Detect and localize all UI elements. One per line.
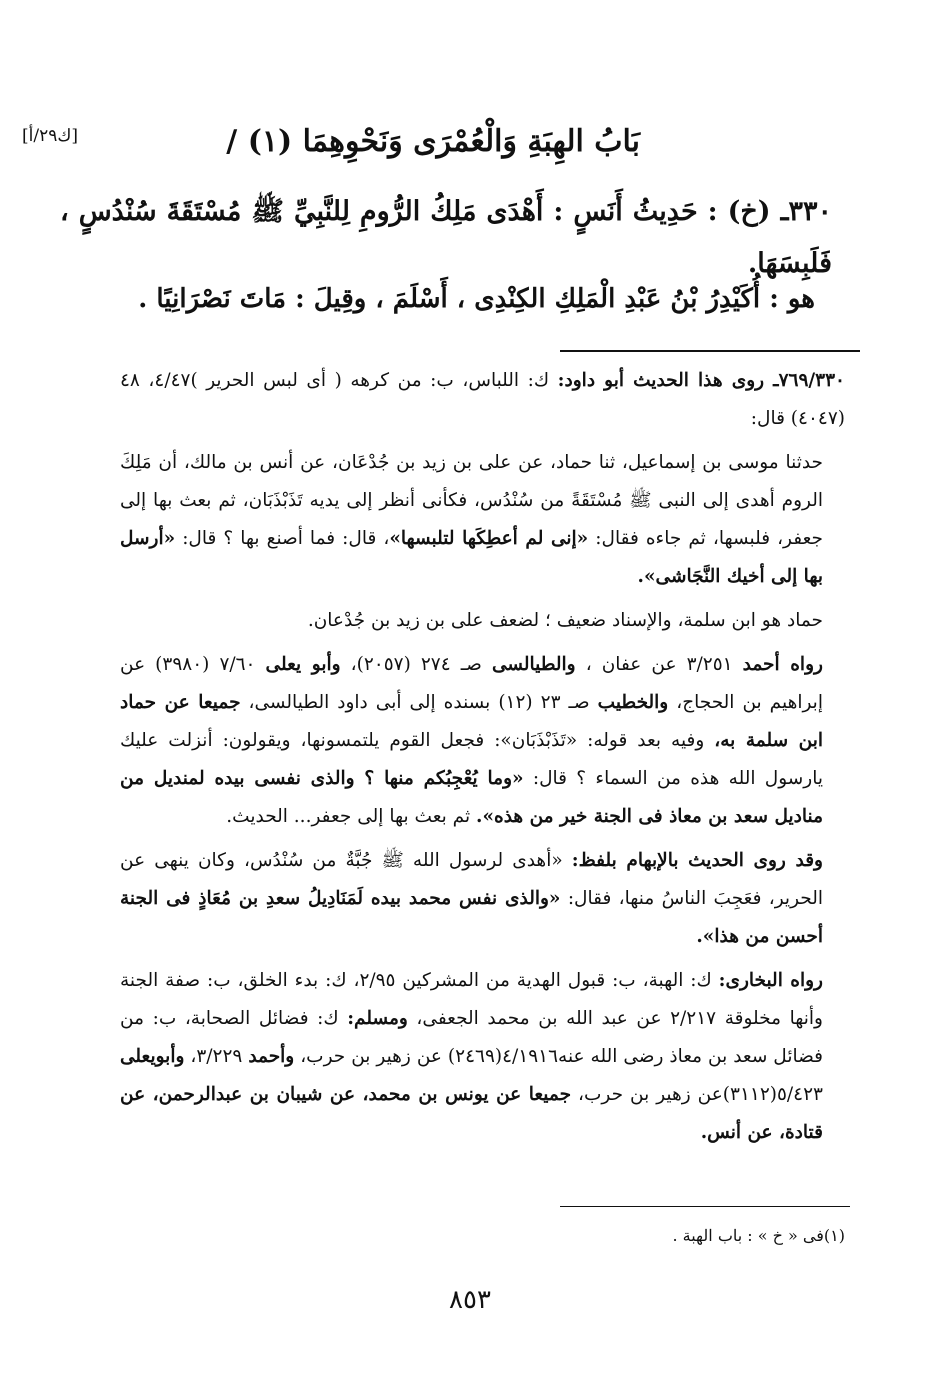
commentary-text: «أهدى لرسول الله ﷺ جُبَّةٌ من سُنْدُس، وكان ينهى عن الحرير، فعَجِبَ الناسُ منها، فقال: — [120, 850, 823, 909]
source-name: والخطيب — [597, 692, 669, 713]
commentary-paragraph-1 — [120, 362, 845, 438]
commentary-text: ٣/٢٥١ عن عفان ، — [585, 654, 733, 675]
commentary-text: ٥/٤٢٣(٣١١٢)عن زهير بن حرب، — [578, 1084, 823, 1105]
hadith-source-mark: (خ) : — [707, 196, 771, 227]
commentary-paragraph-3 — [120, 602, 845, 640]
prophetic-quote: «والذى نفس محمد بيده لَمَنَادِيلُ سعدِ بن مُعَاذٍ فى الجنة أحسن من هذا». — [120, 888, 823, 947]
commentary-text: ك: الهبة، ب: قبول الهدية من المشركين ٢/٩٥، ك: بدء الخلق، ب: صفة الجنة وأنها مخلوقة ٢/٢١٧ عن عبد الله بن محمد الجعفى، — [120, 970, 823, 1029]
commentary-lead: وقد روى الحديث بالإبهام بلفظ: — [571, 850, 823, 871]
chapter-title: بَابُ الهِبَةِ وَالْعُمْرَى وَنَحْوِهِمَا (١) / — [226, 124, 640, 159]
commentary-text: ، قال: فما أصنع بها ؟ قال: — [182, 528, 390, 549]
commentary-text: حماد هو ابن سلمة، والإسناد ضعيف ؛ لضعف على بن زيد بن جُدْعان. — [307, 610, 823, 631]
hadith-body: حَدِيثُ أَنَسٍ : أَهْدَى مَلِكُ الرُّومِ لِلنَّبِيِّ ﷺ مُسْتَقَةَ سُنْدُسٍ ، فَلَبِسَهَا. — [60, 196, 832, 279]
commentary-paragraph-6 — [120, 962, 845, 1152]
commentary-paragraph-4 — [120, 646, 845, 836]
commentary-text: ك: اللباس، ب: من كرهه ( أى لبس الحرير )٤/٤٧، ٤٨ (٤٠٤٧) قال: — [120, 370, 845, 429]
footnote-divider — [560, 1206, 850, 1207]
commentary-lead: ٧٦٩/٣٣٠ـ روى هذا الحديث أبو داود: — [557, 370, 845, 391]
source-chain: جميعا عن حماد ابن سلمة به، — [120, 692, 823, 751]
hadith-note: هو : أُكَيْدِرُ بْنُ عَبْدِ الْمَلِكِ الكِنْدِى ، أَسْلَمَ ، وقِيلَ : مَاتَ نَصْرَانِيًا . — [138, 284, 815, 314]
source-name: والطيالسى — [491, 654, 576, 675]
source-name: ومسلم: — [347, 1008, 408, 1029]
commentary-paragraph-2 — [120, 444, 845, 596]
hadith-text — [60, 186, 832, 290]
manuscript-folio-reference: [ك٢٩/أ] — [22, 126, 79, 146]
commentary-text: حدثنا موسى بن إسماعيل، ثنا حماد، عن على بن زيد بن جُدْعَان، عن أنس بن مالك، أن مَلِكَ الروم أهدى إلى النبى ﷺ مُسْتَقَةً من سُنْدُس، فكأنى أنظر إلى يديه تَذَبْذَبَان، ثم بعث بها إلى جعفر، فلبسها، ثم جاءه فقال: — [120, 452, 823, 549]
prophetic-quote: «إنى لم أعطِكَها لتلبسها» — [389, 528, 589, 549]
hadith-number: ٣٣٠ـ — [780, 196, 832, 227]
commentary-text: ٣/٢٢٩، — [190, 1046, 243, 1067]
prophetic-quote: «أرسل بها إلى أخيك النَّجَاشى». — [120, 528, 823, 587]
source-name: وأبو يعلى — [265, 654, 341, 675]
commentary — [120, 362, 845, 1158]
commentary-text: ٧/٦٠ (٣٩٨٠) عن إبراهيم بن الحجاج، — [120, 654, 823, 713]
commentary-text: صـ ٢٣ (١٢) بسنده إلى أبى داود الطيالسى، — [248, 692, 590, 713]
prophetic-quote: «وما يُعْجِبُكم منها ؟ والذى نفسى بيده لمنديل من مناديل سعد بن معاذ فى الجنة خير من هذه». — [120, 768, 823, 827]
page-number: ٨٥٣ — [449, 1285, 491, 1315]
commentary-text: ثم بعث بها إلى جعفر... الحديث. — [226, 806, 471, 827]
commentary-text: ك: فضائل الصحابة، ب: من فضائل سعد بن معاذ رضى الله عنه٤/١٩١٦(٢٤٦٩) عن زهير بن حرب، — [120, 1008, 823, 1067]
commentary-lead: رواه البخارى: — [718, 970, 823, 991]
commentary-paragraph-5 — [120, 842, 845, 956]
source-name: وأبويعلى — [120, 1046, 185, 1067]
commentary-text: وفيه بعد قوله: «تَذَبْذَبَان»: فجعل القوم يلتمسونها، ويقولون: أنزلت عليك يارسول الله هذه من السماء ؟ قال: — [120, 730, 823, 789]
source-name: وأحمد — [248, 1046, 295, 1067]
source-chain: جميعا عن يونس بن محمد، عن شيبان بن عبدالرحمن، عن قتادة، عن أنس. — [120, 1084, 823, 1143]
commentary-lead: رواه أحمد — [742, 654, 823, 675]
commentary-text: صـ ٢٧٤ (٢٠٥٧)، — [350, 654, 482, 675]
footnote: (١)فى « خ » : باب الهبة . — [672, 1226, 845, 1245]
section-divider — [560, 350, 860, 352]
